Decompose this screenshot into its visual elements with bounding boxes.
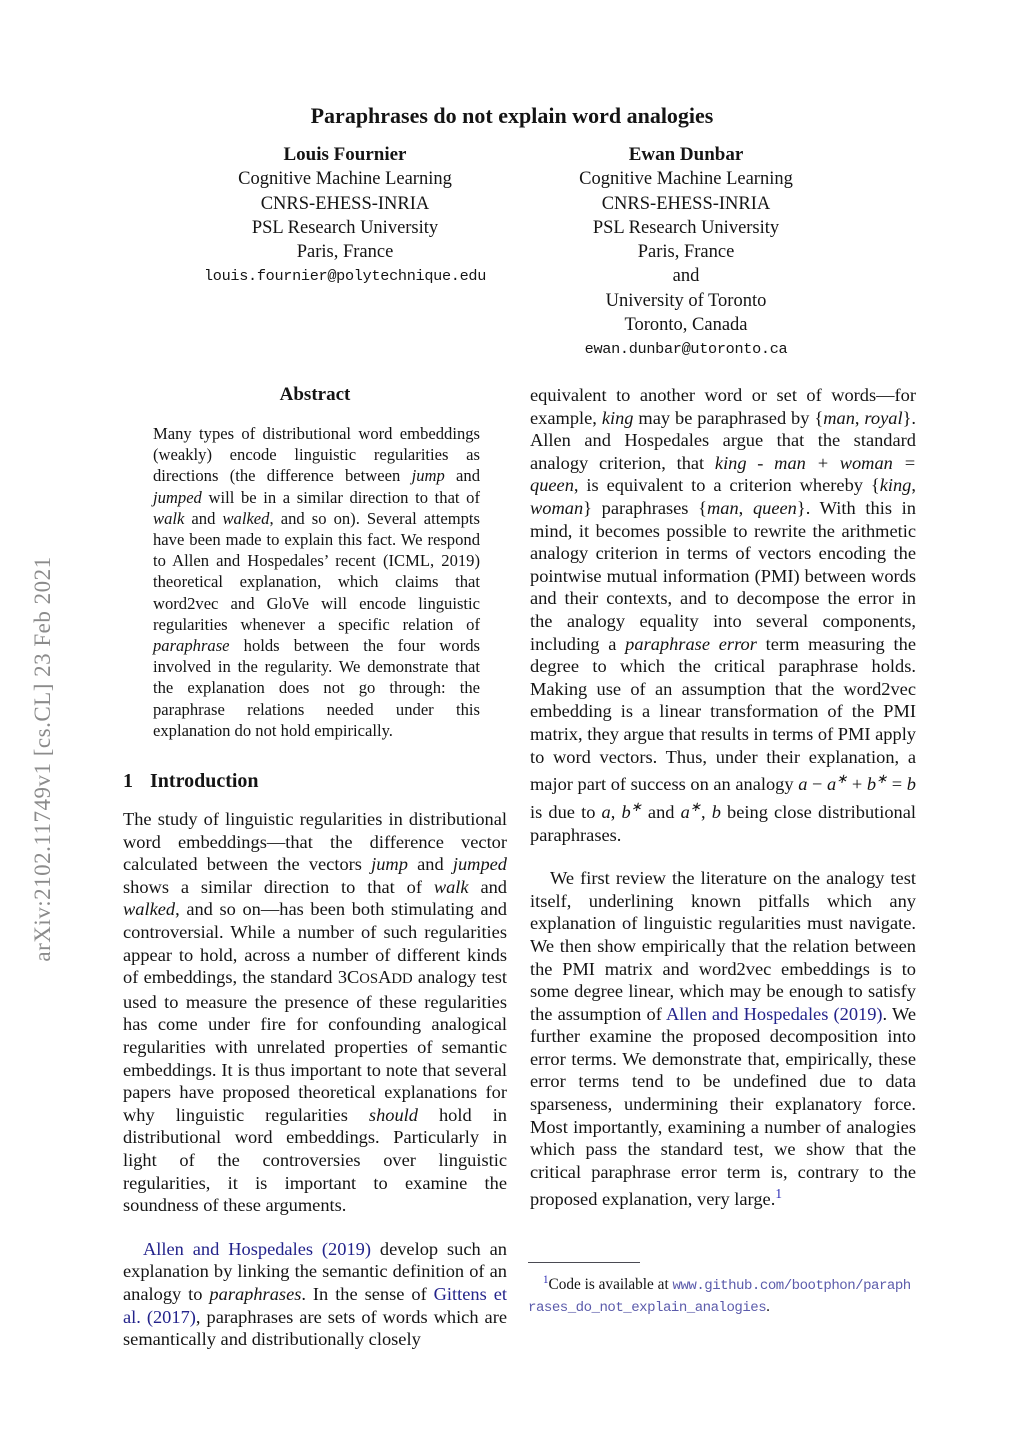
text-segment: hold in distributional word embeddings. Particularly in light of the controversies over linguistic regularities, it is important to examine the soundness of these arguments. [123,1104,508,1216]
text-segment: shows a similar direction to that of [123,876,434,897]
text-segment: b [866,774,877,795]
text-segment: ∗ [630,798,642,814]
citation-link[interactable]: Allen and Hospedales (2019) [665,1003,883,1024]
text-segment: and [407,854,453,875]
author-affiliation-line: Paris, France [637,242,735,263]
text-segment: , and so on—has been both stimulating and controversial. While a number of such regularities appear to hold, across a number of different kinds of embeddings, the standard 3C [123,899,507,988]
text-segment: walked [123,899,176,920]
text-segment: − [807,774,827,795]
text-segment: = [887,774,907,795]
author-name: Ewan Dunbar [628,144,744,165]
text-segment: DD [391,971,413,988]
text-segment: jumped [153,487,202,507]
text-segment: queen [752,497,797,518]
text-segment: Code is available at [548,1276,673,1294]
text-segment: walked [222,508,270,528]
author-block-fournier [153,143,537,289]
author-affiliation-line: PSL Research University [592,217,780,238]
text-segment: A [378,967,392,988]
text-segment: . In the sense of [301,1283,434,1304]
text-segment: , paraphrases are sets of words which are semantically and distributionally closely [123,1306,507,1350]
text-segment: holds between the four words involved in the regularity. We demonstrate that the explanation does not go through: the paraphrase relations needed under this explanation do not hold empirically. [153,636,480,740]
author-affiliation-line: Paris, France [296,242,394,263]
text-segment: , [700,801,712,822]
author-affiliation-line: PSL Research University [251,217,439,238]
text-segment: king - man + woman = queen [530,452,917,496]
author-affiliation-line: CNRS-EHESS-INRIA [601,193,771,214]
text-segment: OS [359,971,379,988]
footnote-block [528,1262,916,1319]
text-segment: We first review the literature on the analogy test itself, underlining known pitfalls which any explanation of linguistic regularities must navigate. We then show empirically that the relation between the PMI matrix and word2vec embeddings is to some degree linear, which may be enough to satisfy the assumption of [530,868,916,1024]
text-segment: being close distributional paraphrases. [530,801,917,845]
text-segment: a [601,801,611,822]
intro-paragraph-2 [123,1238,507,1351]
text-segment: walk [153,508,185,528]
text-segment: man [823,407,855,428]
arxiv-sidebar-stamp: arXiv:2102.11749v1 [cs.CL] 23 Feb 2021 [30,556,55,962]
section-title: Introduction [150,770,259,793]
text-segment: and [184,508,223,528]
text-segment: walk [433,876,469,897]
author-name: Louis Fournier [283,144,407,165]
text-segment: a [680,801,690,822]
text-segment: b [906,774,916,795]
paper-title: Paraphrases do not explain word analogies [310,103,714,128]
text-segment: woman [530,497,584,518]
text-segment: paraphrases [209,1283,302,1304]
text-segment: ∗ [689,798,701,814]
text-segment: }. Allen and Hospedales argue that the standard analogy criterion, that [530,407,916,473]
citation-link[interactable]: Gittens et al. (2017) [123,1283,507,1327]
text-segment: paraphrase [153,636,230,656]
external-url-link[interactable]: www.github.com/bootphon/paraphrases_do_not_explain_analogies [528,1278,911,1316]
text-segment: , [911,475,916,496]
abstract-heading: Abstract [279,384,351,405]
text-segment: man [707,497,739,518]
citation-link[interactable]: Allen and Hospedales (2019) [143,1238,371,1259]
text-segment: , [854,407,865,428]
footnote-body [528,1276,911,1315]
text-segment: , and so on). Several attempts have been made to explain this fact. We respond to Allen and Hospedales’ recent (ICML, 2019) theoretical explanation, which claims that word2vec and GloVe will encode linguistic regularities whenever a specific relation of [153,508,480,634]
text-segment: + [847,774,867,795]
left-column [123,384,507,1351]
text-segment: . We further examine the proposed decomposition into error terms. We demonstrate that, empirically, these error terms tend to be undefined due to data sparseness, undermining their explanatory force. Most importantly, examining a number of analogies which pass the standard test, we show that the critical paraphrase error term is, contrary to the proposed explanation, very large. [530,1003,916,1210]
author-affiliation-line: and [672,266,700,287]
text-segment: term measuring the degree to which the critical paraphrase holds. Making use of an assumption that the word2vec embedding is a linear transformation of the PMI matrix, they argue that results in terms of PMI apply to word vectors. Thus, under their explanation, a major part of success on an analogy [530,633,916,795]
text-segment: ∗ [876,771,888,787]
text-segment: } paraphrases { [583,497,707,518]
text-segment: , [738,497,753,518]
text-segment: is due to [530,801,602,822]
footnote-marker: 1 [543,1274,549,1286]
text-segment: }. With this in mind, it becomes possible to rewrite the arithmetic analogy criterion in terms of vectors encoding the pointwise mutual information (PMI) between words and their contexts, and to decompose the error in the analogy equality into several components, including a [530,497,916,654]
text-segment: , [610,801,622,822]
text-segment: and [444,466,481,486]
footnote-text [528,1270,916,1319]
text-segment: jump [411,466,445,486]
text-segment: royal [864,407,903,428]
text-segment: paraphrase error [625,633,757,654]
author-affiliation-line: Toronto, Canada [624,315,748,336]
text-segment: king [601,407,634,428]
author-affiliation-line: CNRS-EHESS-INRIA [260,193,430,214]
text-segment: king [879,475,912,496]
author-email: louis.fournier@polytechnique.edu [203,267,487,286]
author-affiliation-line: Cognitive Machine Learning [579,169,793,190]
text-segment: develop such an explanation by linking the semantic definition of an analogy to [123,1238,507,1304]
right-column [530,384,916,1211]
text-segment: Many types of distributional word embeddings (weakly) encode linguistic regularities as directions (the difference between [153,424,480,486]
right-paragraph-1 [530,384,916,846]
abstract-text [153,423,480,741]
right-paragraph-2 [530,867,916,1211]
text-segment: The study of linguistic regularities in distributional word embeddings—that the difference vector calculated between the vectors [123,809,507,875]
text-segment: jump [371,854,408,875]
text-segment: a [826,774,837,795]
text-segment: , is equivalent to a criterion whereby { [573,475,880,496]
text-segment: b [711,801,721,822]
text-segment: may be paraphrased by { [633,407,824,428]
footnote-ref[interactable]: 1 [775,1186,782,1202]
text-segment: analogy test used to measure the presence of these regularities has come under fire for confounding analogical regularities with unrelated properties of semantic embeddings. It is thus important to note that several papers have proposed theoretical explanations for why linguistic regularities [123,967,507,1125]
text-segment: jumped [452,854,507,875]
author-block-dunbar [494,143,878,362]
author-email: ewan.dunbar@utoronto.ca [584,340,788,359]
section-heading-introduction [123,770,507,793]
text-segment: will be in a similar direction to that of [201,487,480,507]
text-segment: ∗ [836,771,848,787]
text-segment: . [766,1297,770,1315]
text-segment: a [798,774,808,795]
footnote-rule [528,1262,640,1263]
text-segment: and [468,876,507,897]
text-segment: and [641,801,681,822]
section-number: 1 [123,770,133,793]
intro-paragraph-1 [123,808,507,1217]
author-affiliation-line: Cognitive Machine Learning [238,169,452,190]
text-segment: equivalent to another word or set of words—for example, [530,385,916,428]
author-affiliation-line: University of Toronto [605,290,767,311]
text-segment: should [368,1104,418,1125]
text-segment: b [621,801,631,822]
